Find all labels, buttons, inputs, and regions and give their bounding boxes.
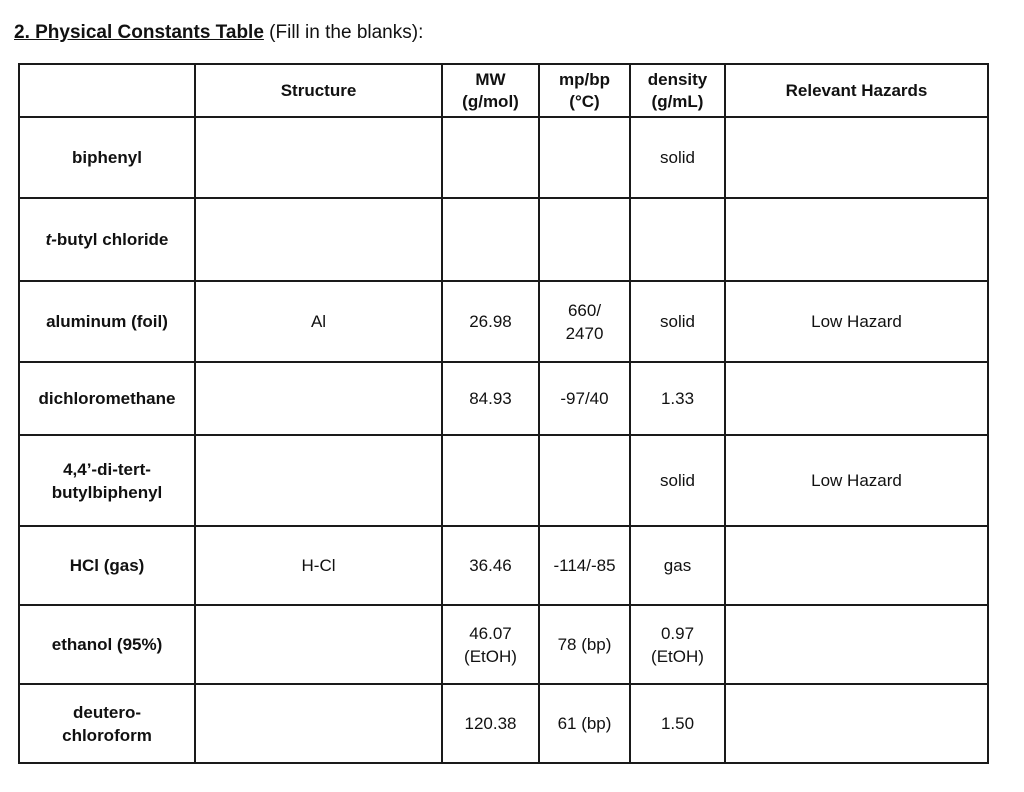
- chemical-name-text: deutero-: [73, 702, 141, 722]
- chemical-name: [19, 117, 195, 198]
- mw-cell[interactable]: [442, 435, 539, 526]
- hazards-cell-text: Low Hazard: [811, 471, 902, 490]
- header-mw-line: MW: [475, 69, 506, 89]
- density-cell[interactable]: [630, 605, 725, 684]
- chemical-name: [19, 526, 195, 605]
- header-mpbp-line: mp/bp: [559, 69, 610, 89]
- header-hazards: Relevant Hazards: [725, 64, 988, 117]
- mw-cell-text: (EtOH): [464, 646, 517, 666]
- hazards-cell[interactable]: [725, 684, 988, 763]
- chemical-name: [19, 281, 195, 362]
- header-row: [19, 64, 988, 117]
- chemical-name: [19, 605, 195, 684]
- table-row: [19, 435, 988, 526]
- table-body: [19, 117, 988, 763]
- chemical-name-text: ethanol (95%): [51, 635, 163, 654]
- density-cell[interactable]: [630, 684, 725, 763]
- mpbp-cell-text: -114/-85: [553, 556, 616, 575]
- hazards-cell[interactable]: [725, 435, 988, 526]
- table-row: [19, 362, 988, 435]
- header-mpbp-unit: (°C): [569, 91, 600, 111]
- hazards-cell[interactable]: [725, 526, 988, 605]
- mpbp-cell[interactable]: [539, 117, 630, 198]
- table-row: [19, 526, 988, 605]
- mw-cell-text: 84.93: [469, 389, 512, 408]
- structure-cell[interactable]: [195, 526, 442, 605]
- structure-cell[interactable]: [195, 117, 442, 198]
- structure-cell-text: Al: [310, 312, 327, 331]
- header-density-unit: (g/mL): [651, 91, 704, 111]
- hazards-cell[interactable]: [725, 605, 988, 684]
- density-cell-text: 1.50: [660, 714, 695, 733]
- structure-cell-text: H-Cl: [301, 556, 336, 575]
- hazards-cell[interactable]: [725, 362, 988, 435]
- mw-cell[interactable]: [442, 526, 539, 605]
- header-density: [630, 64, 725, 117]
- mw-cell[interactable]: [442, 198, 539, 281]
- structure-cell[interactable]: [195, 435, 442, 526]
- page-heading: [14, 20, 423, 46]
- mpbp-cell[interactable]: [539, 198, 630, 281]
- mw-cell-text: 36.46: [469, 556, 512, 575]
- density-cell[interactable]: [630, 198, 725, 281]
- mpbp-cell[interactable]: [539, 605, 630, 684]
- chemical-name-text: aluminum (foil): [46, 312, 168, 331]
- chemical-name-text: biphenyl: [72, 148, 142, 167]
- density-cell[interactable]: [630, 526, 725, 605]
- header-mpbp: [539, 64, 630, 117]
- mw-cell-text: 26.98: [469, 312, 512, 331]
- mpbp-cell[interactable]: [539, 281, 630, 362]
- physical-constants-table: [18, 63, 989, 764]
- chemical-name: [19, 362, 195, 435]
- mpbp-cell-text: 78 (bp): [557, 635, 612, 654]
- density-cell-text: solid: [660, 312, 695, 331]
- structure-cell[interactable]: [195, 605, 442, 684]
- chemical-name-text: HCl (gas): [69, 556, 145, 575]
- hazards-cell[interactable]: [725, 198, 988, 281]
- density-cell-text: solid: [660, 471, 695, 490]
- mw-cell-text: 46.07: [469, 623, 512, 643]
- mpbp-cell[interactable]: [539, 526, 630, 605]
- chemical-name-text: 4,4’-di-tert-: [63, 459, 151, 479]
- mw-cell[interactable]: [442, 605, 539, 684]
- chemical-name-text: dichloromethane: [38, 389, 176, 408]
- mpbp-cell-text: 2470: [565, 323, 604, 343]
- density-cell-text: solid: [660, 148, 695, 167]
- mw-cell[interactable]: [442, 362, 539, 435]
- table-row: [19, 605, 988, 684]
- density-cell-text: 0.97: [660, 623, 695, 643]
- mw-cell-text: 120.38: [464, 714, 517, 733]
- structure-cell[interactable]: [195, 684, 442, 763]
- density-cell[interactable]: [630, 362, 725, 435]
- structure-cell[interactable]: [195, 198, 442, 281]
- chemical-name: [19, 684, 195, 763]
- mpbp-cell-text: 660/: [567, 300, 602, 320]
- density-cell-text: gas: [663, 556, 692, 575]
- mw-cell[interactable]: [442, 281, 539, 362]
- hazards-cell[interactable]: [725, 281, 988, 362]
- heading-instruction: (Fill in the blanks):: [263, 22, 424, 43]
- chemical-name: [19, 435, 195, 526]
- density-cell-text: (EtOH): [651, 646, 704, 666]
- density-cell[interactable]: [630, 435, 725, 526]
- mpbp-cell[interactable]: [539, 435, 630, 526]
- mpbp-cell[interactable]: [539, 362, 630, 435]
- hazards-cell-text: Low Hazard: [811, 312, 902, 331]
- density-cell-text: 1.33: [660, 389, 695, 408]
- mpbp-cell[interactable]: [539, 684, 630, 763]
- structure-cell[interactable]: [195, 281, 442, 362]
- mw-cell[interactable]: [442, 684, 539, 763]
- structure-cell[interactable]: [195, 362, 442, 435]
- chemical-name-text: t-butyl chloride: [45, 230, 169, 249]
- header-structure: Structure: [195, 64, 442, 117]
- header-density-line: density: [647, 69, 708, 89]
- chemical-name-text: butylbiphenyl: [51, 482, 163, 502]
- chemical-name-text: chloroform: [62, 725, 152, 745]
- density-cell[interactable]: [630, 117, 725, 198]
- chemical-name: [19, 198, 195, 281]
- table-row: [19, 117, 988, 198]
- mpbp-cell-text: 61 (bp): [557, 714, 612, 733]
- heading-title: 2. Physical Constants Table: [14, 22, 264, 43]
- chemical-name-prefix: t-: [45, 230, 57, 249]
- mw-cell[interactable]: [442, 117, 539, 198]
- hazards-cell[interactable]: [725, 117, 988, 198]
- header-name: [19, 64, 195, 117]
- table-row: [19, 281, 988, 362]
- mpbp-cell-text: -97/40: [560, 389, 609, 408]
- table-row: [19, 684, 988, 763]
- header-mw: [442, 64, 539, 117]
- header-mw-unit: (g/mol): [462, 91, 519, 111]
- density-cell[interactable]: [630, 281, 725, 362]
- table-row: [19, 198, 988, 281]
